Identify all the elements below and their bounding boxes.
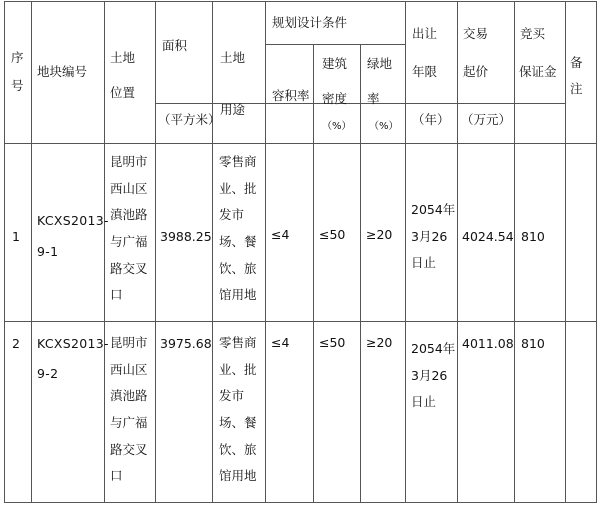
row1-location-line: 与广福 <box>110 234 148 250</box>
row1-location-line: 滇池路 <box>110 207 148 223</box>
header-location-line2: 位置 <box>110 85 136 100</box>
header-term-line1: 出让 <box>412 26 438 41</box>
header-term-unit: （年） <box>412 112 450 127</box>
row2-plot-ratio: ≤4 <box>271 335 290 350</box>
table-border-bottom <box>4 502 596 503</box>
row2-start-price: 4011.08 <box>462 336 514 351</box>
row1-plot-ratio: ≤4 <box>271 227 290 242</box>
row2-location-line: 昆明市 <box>110 335 148 350</box>
header-green-line1: 绿地 <box>367 56 393 71</box>
row2-density: ≤50 <box>319 335 346 350</box>
row2-land-use-line: 馆用地 <box>219 468 257 484</box>
row1-term <box>411 204 455 270</box>
row1-land-use-line: 发市 <box>219 207 245 223</box>
row2-term-line: 3月26 <box>411 367 448 383</box>
row1-location <box>110 156 148 302</box>
col-line-9 <box>457 1 458 503</box>
col-line-11 <box>565 1 566 503</box>
col-line-1 <box>31 1 32 503</box>
row2-deposit: 810 <box>521 336 545 351</box>
row1-land-use <box>219 156 257 302</box>
col-line-8 <box>405 1 406 503</box>
header-density-line2: 密度 <box>322 91 348 106</box>
row1-area: 3988.25 <box>160 229 212 244</box>
row2-location-line: 路交叉 <box>110 441 148 457</box>
row1-land-use-line: 业、批 <box>219 180 257 196</box>
row1-parcel-code-line2: 9-1 <box>37 244 59 259</box>
row1-density: ≤50 <box>319 227 346 242</box>
col-line-6 <box>313 44 314 503</box>
header-price-line2: 起价 <box>463 64 489 79</box>
col-line-7 <box>360 44 361 503</box>
row2-seq: 2 <box>12 336 20 351</box>
row-divider-1 <box>4 321 596 322</box>
header-area-unit: （平方米） <box>158 112 221 127</box>
header-subdivider-planning <box>265 44 405 45</box>
row1-green-rate: ≥20 <box>366 227 393 242</box>
row1-land-use-line: 零售商 <box>219 154 257 169</box>
header-deposit-line1: 竞买 <box>520 26 546 41</box>
col-line-2 <box>104 1 105 503</box>
row1-location-line: 口 <box>110 287 123 303</box>
row2-parcel-code-line1: KCXS2013- <box>37 336 109 351</box>
header-term-line2: 年限 <box>412 64 438 79</box>
row1-location-line: 昆明市 <box>110 154 148 169</box>
row2-parcel-code-line2: 9-2 <box>37 366 59 381</box>
row2-location <box>110 337 148 483</box>
row1-location-line: 路交叉 <box>110 260 148 276</box>
row2-land-use-line: 发市 <box>219 388 245 404</box>
header-planning-conditions: 规划设计条件 <box>272 15 348 30</box>
header-price-unit: （万元） <box>461 112 512 127</box>
col-line-3 <box>155 1 156 503</box>
row1-land-use-line: 场、餐 <box>219 234 257 250</box>
row1-start-price: 4024.54 <box>462 229 514 244</box>
row1-term-line: 日止 <box>411 255 437 270</box>
header-deposit-line2: 保证金 <box>519 64 557 79</box>
header-note-line1: 备 <box>570 55 583 70</box>
row2-land-use <box>219 337 257 483</box>
header-green-unit: （%） <box>369 121 399 132</box>
header-price-line1: 交易 <box>463 26 489 41</box>
row1-seq: 1 <box>12 229 20 244</box>
header-parcel-code: 地块编号 <box>37 64 88 79</box>
row2-land-use-line: 饮、旅 <box>219 441 257 457</box>
header-location-line1: 土地 <box>110 50 136 65</box>
col-line-10 <box>514 1 515 503</box>
col-line-5 <box>265 1 266 503</box>
row1-term-line: 3月26 <box>411 228 448 244</box>
table-border-top <box>4 1 596 2</box>
col-line-0 <box>4 1 5 503</box>
row2-green-rate: ≥20 <box>366 335 393 350</box>
row1-land-use-line: 馆用地 <box>219 287 257 303</box>
col-line-12 <box>596 1 597 503</box>
row2-land-use-line: 场、餐 <box>219 415 257 431</box>
row2-area: 3975.68 <box>160 336 212 351</box>
header-land-use-line2: 用途 <box>220 102 246 117</box>
header-bottom-border <box>4 143 596 144</box>
row2-term-line: 日止 <box>411 394 437 409</box>
row2-location-line: 与广福 <box>110 415 148 431</box>
header-density-unit: （%） <box>322 121 352 132</box>
row1-land-use-line: 饮、旅 <box>219 260 257 276</box>
row2-land-use-line: 零售商 <box>219 335 257 350</box>
row2-location-line: 口 <box>110 468 123 484</box>
header-green-line2: 率 <box>367 91 380 106</box>
header-plot-ratio: 容积率 <box>272 88 310 103</box>
row1-term-line: 2054年 <box>411 202 456 217</box>
row2-term <box>411 343 455 409</box>
header-seq-line2: 号 <box>11 78 24 93</box>
header-land-use-line1: 土地 <box>220 50 246 65</box>
header-seq-line1: 序 <box>11 50 24 65</box>
row2-term-line: 2054年 <box>411 341 456 356</box>
row1-location-line: 西山区 <box>110 180 148 196</box>
row1-deposit: 810 <box>521 229 545 244</box>
row2-location-line: 西山区 <box>110 361 148 377</box>
header-area: 面积 <box>162 38 188 53</box>
col-line-4 <box>212 1 213 503</box>
header-note-line2: 注 <box>570 81 583 96</box>
header-density-line1: 建筑 <box>322 56 348 71</box>
row2-location-line: 滇池路 <box>110 388 148 404</box>
row1-parcel-code-line1: KCXS2013- <box>37 213 109 228</box>
row2-land-use-line: 业、批 <box>219 361 257 377</box>
